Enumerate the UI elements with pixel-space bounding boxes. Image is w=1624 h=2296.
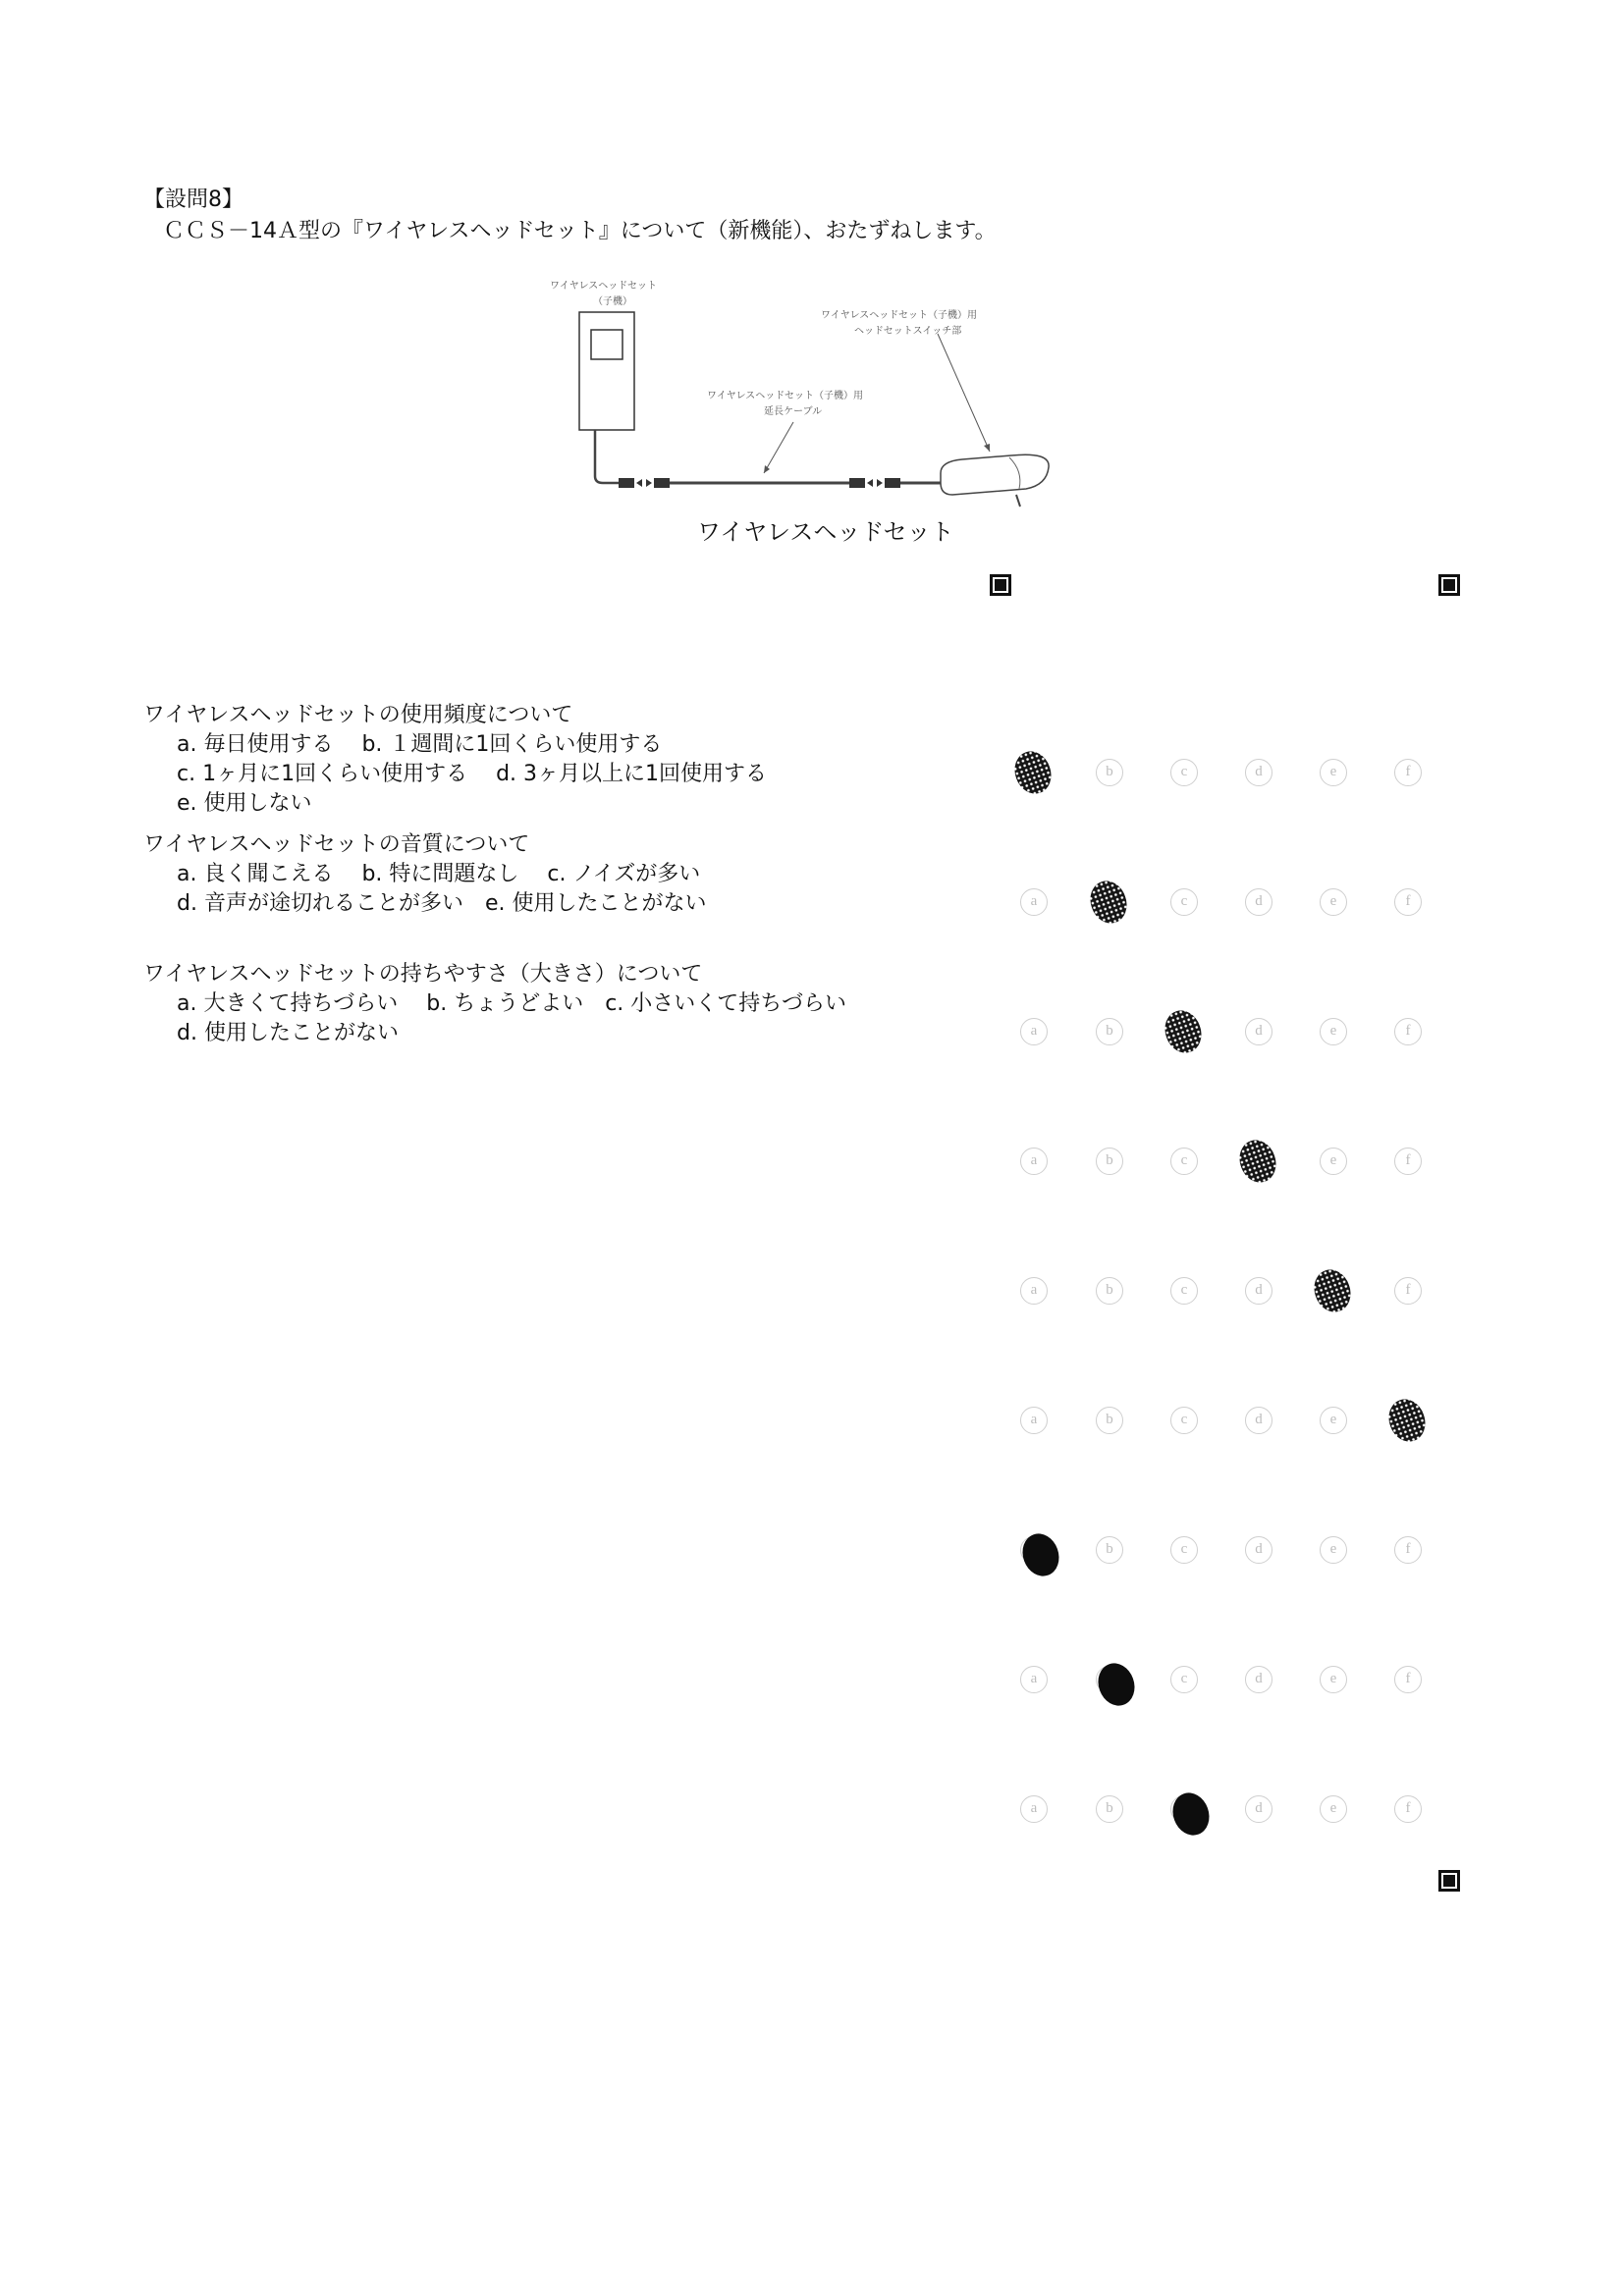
answer-bubble-f[interactable]: f — [1394, 888, 1422, 916]
question-option-line: a. 良く聞こえる b. 特に問題なし c. ノイズが多い — [177, 862, 701, 886]
answer-bubble-f[interactable]: f — [1394, 1795, 1422, 1823]
answer-bubble-c[interactable]: c — [1170, 1407, 1198, 1434]
question-option-line: e. 使用しない — [177, 791, 312, 816]
answer-bubble-e[interactable]: e — [1320, 1148, 1347, 1175]
answer-filled-mark — [1085, 876, 1133, 929]
question-title: ワイヤレスヘッドセットの音質について — [143, 832, 530, 857]
answer-bubble-d[interactable]: d — [1245, 759, 1272, 786]
answer-bubble-b[interactable]: b — [1096, 759, 1123, 786]
answer-bubble-d[interactable]: d — [1245, 1018, 1272, 1045]
answer-bubble-d[interactable]: d — [1245, 1666, 1272, 1693]
answer-bubble-c[interactable]: c — [1170, 888, 1198, 916]
question-option-line: c. 1ヶ月に1回くらい使用する d. 3ヶ月以上に1回使用する — [177, 762, 768, 786]
answer-bubble-f[interactable]: f — [1394, 1536, 1422, 1564]
answer-bubble-b[interactable]: b — [1096, 1407, 1123, 1434]
answer-bubble-e[interactable]: e — [1320, 1666, 1347, 1693]
answer-bubble-e[interactable]: e — [1320, 759, 1347, 786]
answer-bubble-d[interactable]: d — [1245, 1795, 1272, 1823]
diagram-unit-label: ワイヤレスヘッドセット — [550, 281, 657, 292]
question-title: ワイヤレスヘッドセットの持ちやすさ（大きさ）について — [143, 962, 703, 987]
answer-bubble-e[interactable]: e — [1320, 1407, 1347, 1434]
answer-bubble-b[interactable]: b — [1096, 1277, 1123, 1305]
diagram-unit-sublabel: （子機） — [593, 296, 632, 307]
answer-bubble-a[interactable]: a — [1020, 888, 1048, 916]
answer-bubble-c[interactable]: c — [1170, 1666, 1198, 1693]
diagram-cable-sublabel: 延長ケーブル — [764, 406, 823, 417]
answer-bubble-a[interactable]: a — [1020, 1148, 1048, 1175]
answer-filled-mark — [1167, 1788, 1216, 1841]
answer-filled-mark — [1009, 746, 1057, 799]
answer-bubble-a[interactable]: a — [1020, 1018, 1048, 1045]
answer-bubble-b[interactable]: b — [1096, 1795, 1123, 1823]
answer-filled-mark — [1093, 1658, 1141, 1711]
answer-filled-mark — [1017, 1528, 1065, 1581]
section-title: 【設問8】 — [143, 187, 244, 212]
answer-bubble-c[interactable]: c — [1170, 759, 1198, 786]
answer-bubble-d[interactable]: d — [1245, 888, 1272, 916]
answer-filled-mark — [1383, 1394, 1432, 1447]
question-option-line: d. 音声が途切れることが多い e. 使用したことがない — [177, 891, 707, 916]
answer-bubble-b[interactable]: b — [1096, 1148, 1123, 1175]
diagram-cable-label: ワイヤレスヘッドセット（子機）用 — [707, 391, 863, 401]
answer-bubble-f[interactable]: f — [1394, 1666, 1422, 1693]
answer-bubble-c[interactable]: c — [1170, 1277, 1198, 1305]
answer-bubble-e[interactable]: e — [1320, 1018, 1347, 1045]
answer-bubble-f[interactable]: f — [1394, 759, 1422, 786]
answer-filled-mark — [1234, 1135, 1282, 1188]
diagram-switch-sublabel: ヘッドセットスイッチ部 — [854, 326, 962, 337]
answer-bubble-f[interactable]: f — [1394, 1277, 1422, 1305]
answer-bubble-d[interactable]: d — [1245, 1277, 1272, 1305]
answer-bubble-c[interactable]: c — [1170, 1536, 1198, 1564]
question-title: ワイヤレスヘッドセットの使用頻度について — [143, 703, 573, 727]
answer-bubble-e[interactable]: e — [1320, 888, 1347, 916]
answer-bubble-a[interactable]: a — [1020, 1277, 1048, 1305]
answer-filled-mark — [1160, 1005, 1208, 1058]
diagram-caption: ワイヤレスヘッドセット — [697, 518, 954, 546]
answer-bubble-f[interactable]: f — [1394, 1148, 1422, 1175]
answer-bubble-c[interactable]: c — [1170, 1148, 1198, 1175]
question-option-line: a. 大きくて持ちづらい b. ちょうどよい c. 小さいくて持ちづらい — [177, 991, 847, 1016]
answer-bubble-e[interactable]: e — [1320, 1536, 1347, 1564]
answer-bubble-d[interactable]: d — [1245, 1407, 1272, 1434]
answer-bubble-e[interactable]: e — [1320, 1795, 1347, 1823]
intro-text: ＣＣＳ－14Ａ型の『ワイヤレスヘッドセット』について（新機能）、おたずねします。 — [163, 219, 997, 243]
question-option-line: d. 使用したことがない — [177, 1021, 399, 1045]
answer-bubble-d[interactable]: d — [1245, 1536, 1272, 1564]
answer-bubble-f[interactable]: f — [1394, 1018, 1422, 1045]
diagram-switch-label: ワイヤレスヘッドセット（子機）用 — [821, 310, 977, 321]
answer-bubble-b[interactable]: b — [1096, 1018, 1123, 1045]
answer-bubble-a[interactable]: a — [1020, 1795, 1048, 1823]
answer-bubble-b[interactable]: b — [1096, 1536, 1123, 1564]
answer-filled-mark — [1309, 1264, 1357, 1317]
question-option-line: a. 毎日使用する b. １週間に1回くらい使用する — [177, 732, 663, 757]
answer-bubble-a[interactable]: a — [1020, 1407, 1048, 1434]
answer-bubble-a[interactable]: a — [1020, 1666, 1048, 1693]
